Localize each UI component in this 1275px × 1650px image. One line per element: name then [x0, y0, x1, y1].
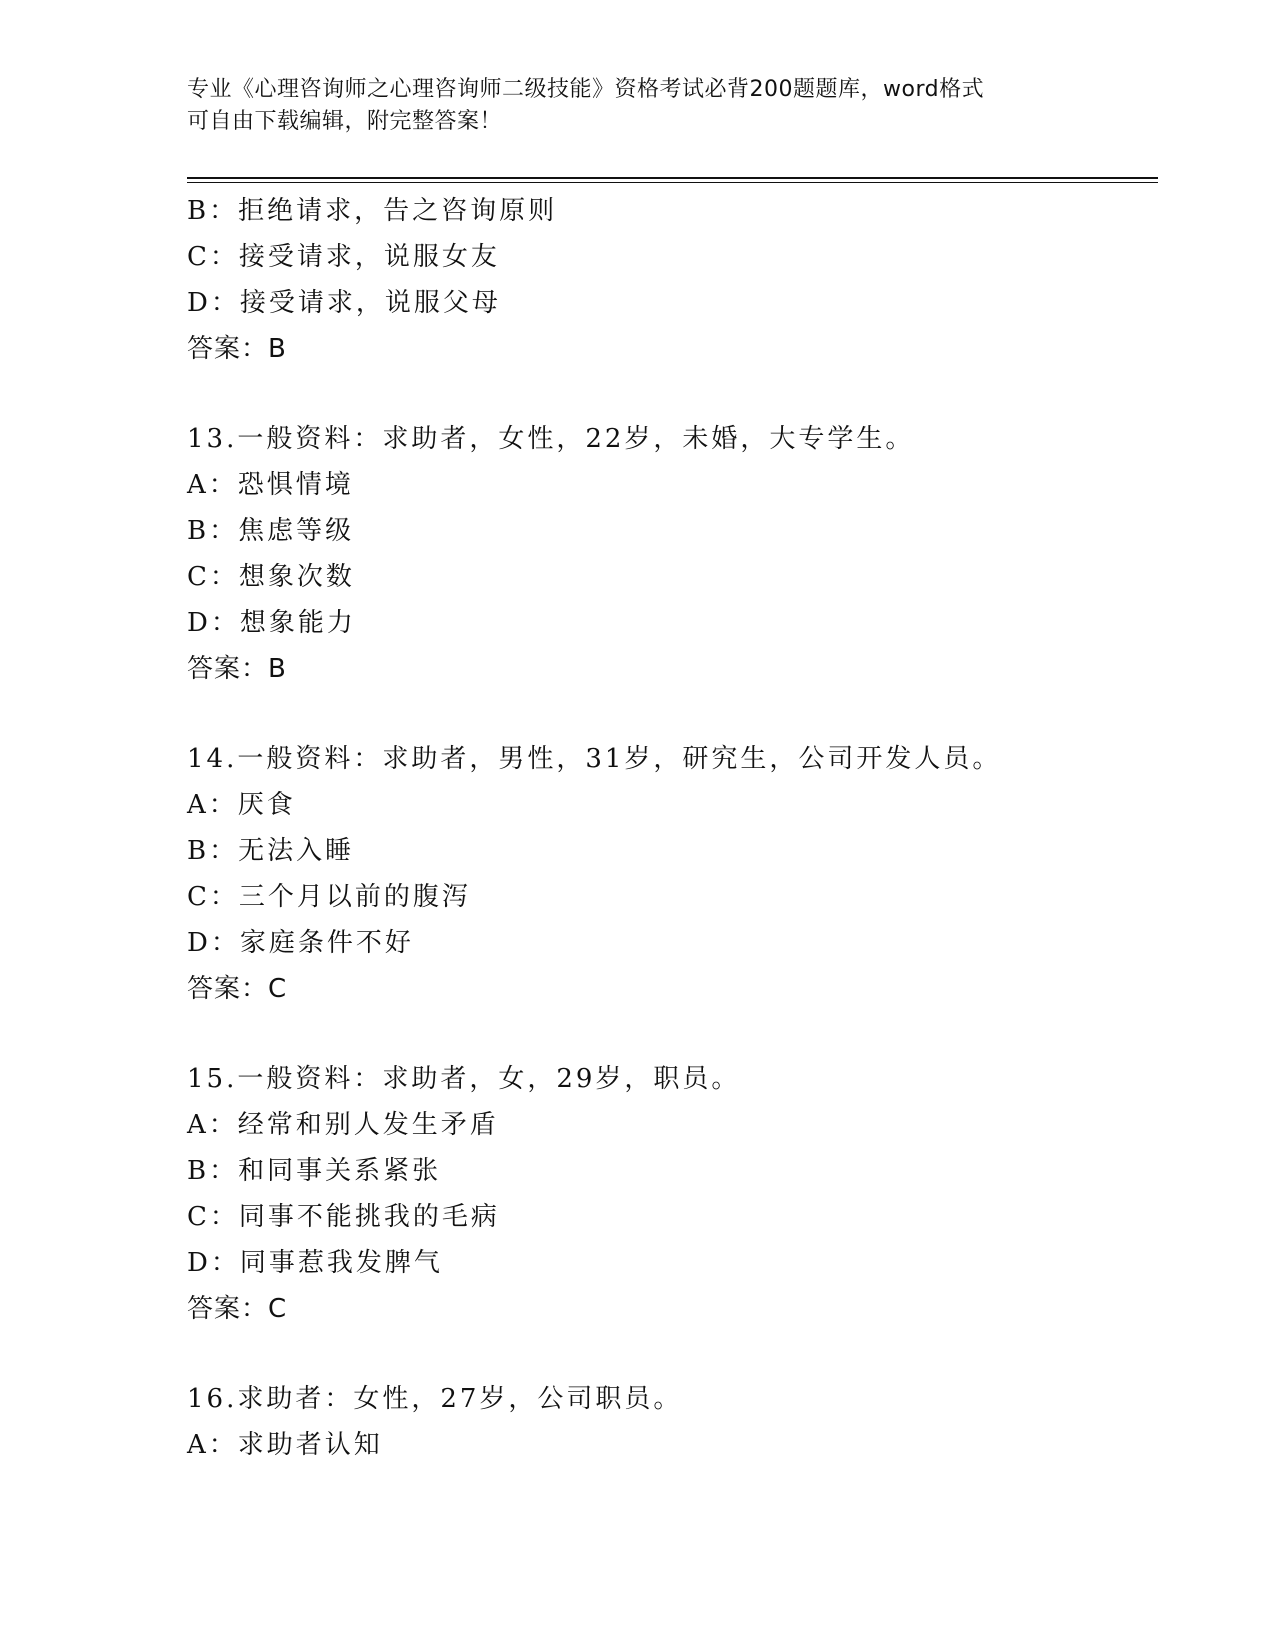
question-stem: 15.一般资料：求助者，女，29岁，职员。 [187, 1064, 741, 1094]
question-list [187, 188, 1158, 1468]
option-a: A：厌食 [187, 790, 296, 820]
spacer [187, 1332, 1158, 1376]
option-b: B：拒绝请求，告之咨询原则 [187, 196, 558, 226]
answer-line: 答案：C [187, 1294, 288, 1324]
question-16 [187, 1376, 1158, 1468]
header-divider-thick [187, 177, 1158, 179]
answer-line: 答案：B [187, 334, 287, 364]
option-d: D：接受请求，说服父母 [187, 288, 501, 318]
answer-line: 答案：C [187, 974, 288, 1004]
question-stem: 14.一般资料：求助者，男性，31岁，研究生，公司开发人员。 [187, 744, 1002, 774]
option-d: D：想象能力 [187, 608, 356, 638]
question-stem: 16.求助者：女性，27岁，公司职员。 [187, 1384, 683, 1414]
option-b: B：和同事关系紧张 [187, 1156, 442, 1186]
option-a: A：恐惧情境 [187, 470, 354, 500]
option-d: D：家庭条件不好 [187, 928, 414, 958]
option-a: A：经常和别人发生矛盾 [187, 1110, 499, 1140]
document-header [187, 74, 1087, 138]
option-c: C：接受请求，说服女友 [187, 242, 500, 272]
question-14 [187, 736, 1158, 1012]
header-divider-thin [187, 182, 1158, 183]
option-c: C：三个月以前的腹泻 [187, 882, 471, 912]
header-line-2: 可自由下载编辑，附完整答案！ [187, 109, 503, 134]
option-a: A：求助者认知 [187, 1430, 383, 1460]
question-12-continued [187, 188, 1158, 372]
question-15 [187, 1056, 1158, 1332]
spacer [187, 372, 1158, 416]
option-b: B：焦虑等级 [187, 516, 355, 546]
question-stem: 13.一般资料：求助者，女性，22岁，未婚，大专学生。 [187, 424, 915, 454]
answer-line: 答案：B [187, 654, 287, 684]
option-c: C：想象次数 [187, 562, 355, 592]
question-13 [187, 416, 1158, 692]
option-d: D：同事惹我发脾气 [187, 1248, 443, 1278]
spacer [187, 692, 1158, 736]
spacer [187, 1012, 1158, 1056]
header-line-1: 专业《心理咨询师之心理咨询师二级技能》资格考试必背200题题库，word格式 [187, 77, 985, 102]
option-c: C：同事不能挑我的毛病 [187, 1202, 500, 1232]
option-b: B：无法入睡 [187, 836, 355, 866]
